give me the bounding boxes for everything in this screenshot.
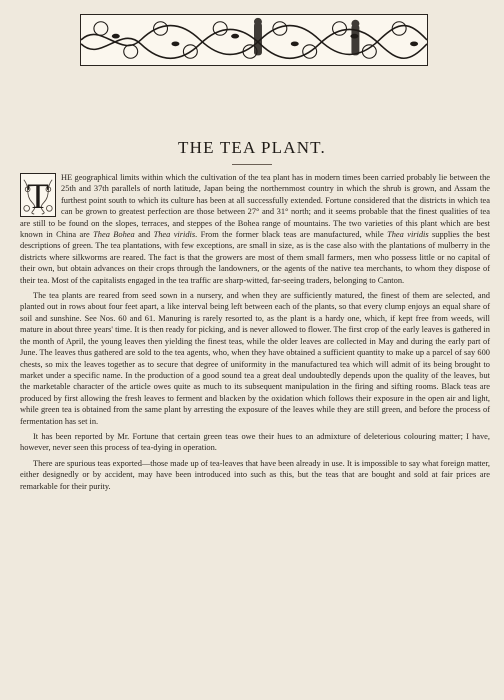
species-name-viridis-2: Thea viridis [387, 230, 429, 240]
header-ornament [80, 14, 428, 66]
paragraph-1 [20, 172, 490, 286]
paragraph-2: The tea plants are reared from seed sown in a nursery, and when they are sufficiently matured, the finest of them are selected, and planted out in rows about four feet apart, a like interval being left between each of the plants, so that every clump enjoys an equal share of soil and sunshine. See Nos. 60 and 61. Manuring is rarely resorted to, as the plant is a hardy one, which, if kept free from weeds, will mature in about three years' time. It is then ready for picking, and is never allowed to flower. The first crop of the early leaves is gathered in the month of April, the young leaves then yielding the finest teas, while the older leaves are collected in May and during the early part of June. The leaves thus gathered are sold to the tea agents, who, when they have obtained a sufficient quantity to make up a parcel of say 600 chests, so mix the leaves together as to secure that degree of uniformity in the manufactured tea which will admit of its being brought to market under a specific name. In the production of a good sound tea a great deal undoubtedly depends upon the quality of the leaves, but the marketable character of the article owes quite as much to its subsequent manipulation in the firing and sifting rooms. Black teas are produced by first allowing the fresh leaves to ferment and blacken by the oxidation which follows their exposure in the open air and light, while green tea is obtained from the same plant by arresting the exposure of the leaves while they are still green, and before the process of fermentation has set in. [20, 291, 490, 426]
conjunction: and [134, 230, 154, 240]
drop-cap [20, 173, 56, 217]
page-title: THE TEA PLANT. [178, 138, 326, 157]
vine-ornament-icon [81, 15, 427, 65]
paragraph-1-lead: HE geographical limits within which the cultivation of the tea plant has in modern times been carried probably lie between the 25th and 37th parallels of north latitude, Japan being the northernmost country in which the shrub is grown, and Assam the furthest point south to which its culture has been at all successfully extended. Fortune considered that the districts in which tea can be grown to greatest perfection are those between 27° and 31° north; and it seems probable that the finest qualities of tea are still to be found on the slopes, terraces, and steppes of the Bohea range of mountains. The two varieties of this plant which are best known in China are [20, 173, 490, 240]
title-rule [232, 164, 272, 165]
paragraph-4: There are spurious teas exported—those made up of tea-leaves that have been already in use. It is impossible to say what foreign matter, either designedly or by accident, may have been introduced into such as this, but the teas that are bought and sold at fair prices are remarkable for their purity. [20, 458, 490, 491]
drop-cap-letter: T [27, 176, 49, 216]
paragraph-3: It has been reported by Mr. Fortune that certain green teas owe their hues to an admixture of deleterious colouring matter; I have, however, never seen this process of tea-dying in operation. [20, 431, 490, 453]
paragraph-1-mid: . From the former black teas are manufactured, while [195, 230, 388, 240]
species-name-viridis: Thea viridis [153, 230, 196, 240]
body-text [20, 172, 490, 496]
paragraph-1-tail: supplies the best descriptions of green. The tea plantations, with few exceptions, are small in size, as is the case also with the plantations of mulberry in the districts where silkworms are reared. The fact is that the growers are most of them small farmers, men who possess little or no capital of their own, but obtain advances on their crops through the landowners, or the agents of the native tea merchants, to whom they dispose of their tea. Most of the capitalists engaged in the tea traffic are sharp-witted, far-seeing traders, belonging to Canton. [20, 230, 491, 285]
species-name-bohea: Thea Bohea [93, 230, 135, 240]
